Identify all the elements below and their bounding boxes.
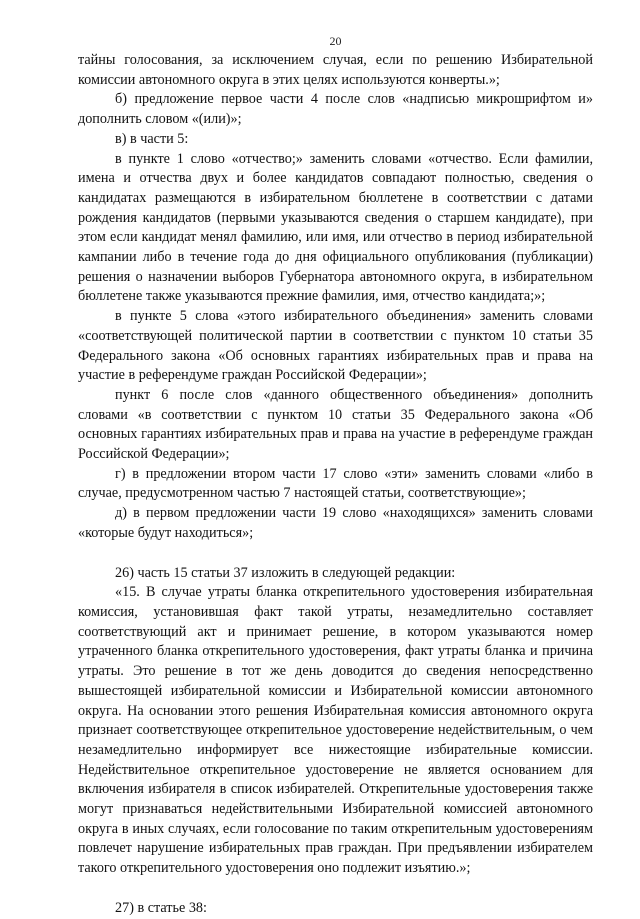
paragraph-item-v: в) в части 5: [115,130,189,147]
document-body [78,51,593,919]
paragraph-item-26: 26) часть 15 статьи 37 изложить в следующей редакции: [115,564,456,581]
paragraph-item-27: 27) в статье 38: [115,899,207,916]
paragraph-part-15-text: «15. В случае утраты бланка открепительного удостоверения избирательная комиссия, установившая факт такой утраты, незамедлительно составляет соответствующий акт и принимает решение, в котором указываются номер утраченного бланка открепительного удостоверения, факт утраты бланка и причина утраты. Это решение в тот же день доводится до сведения непосредственно вышестоящей избирательной комиссии и Избирательной комиссии автономного округа. На основании этого решения Избирательная комиссия автономного округа признает соответствующее открепительное удостоверение недействительным, о чем незамедлительно информирует все нижестоящие избирательные комиссии. Недействительное открепительное удостоверение не является основанием для включения избирателя в список избирателей. Открепительные удостоверения также могут признаваться недействительными Избирательной комиссией автономного округа в иных случаях, если голосование по таким открепительным удостоверениям повлечет нарушение избирательных прав граждан. При предъявлении избирателем такого открепительного удостоверения оно подлежит изъятию.»; [78,584,593,877]
paragraph-point-5: в пункте 5 слова «этого избирательного объединения» заменить словами «соответствующей политической партии в соответствии с пунктом 10 статьи 35 Федерального закона «Об основных гарантиях избирательных прав и права на участие в референдуме граждан Российской Федерации»; [78,308,593,384]
paragraph-point-6: пункт 6 после слов «данного общественного объединения» дополнить словами «в соответствии с пунктом 10 статьи 35 Федерального закона «Об основных гарантиях избирательных прав и права на участие в референдуме граждан Российской Федерации»; [78,386,593,463]
paragraph-item-g: г) в предложении втором части 17 слово «эти» заменить словами «либо в случае, предусмотренном частью 7 настоящей статьи, соответствующие»; [78,465,593,502]
paragraph-point-1: в пункте 1 слово «отчество;» заменить словами «отчество. Если фамилии, имена и отчества двух и более кандидатов совпадают полностью, сведения о кандидатах размещаются в избирательном бюллетене в соответствии с датами рождения кандидатов (первыми указываются сведения о старшем кандидате), при этом если кандидат менял фамилию, или имя, или отчество в период избирательной кампании либо в течение года до дня официального опубликования (публикации) решения о назначении выборов Губернатора автономного округа, в избирательном бюллетене также указываются прежние фамилия, имя, отчество кандидата;»; [78,150,593,305]
paragraph-continuation: тайны голосования, за исключением случая, если по решению Избирательной комиссии автономного округа в этих целях используются конверты.»; [78,52,593,88]
page-number: 20 [329,34,342,48]
paragraph-item-d: д) в первом предложении части 19 слово «находящихся» заменить словами «которые будут находиться»; [78,505,593,541]
paragraph-item-b: б) предложение первое части 4 после слов «надписью микрошрифтом и» дополнить словом «(или)»; [78,91,593,128]
